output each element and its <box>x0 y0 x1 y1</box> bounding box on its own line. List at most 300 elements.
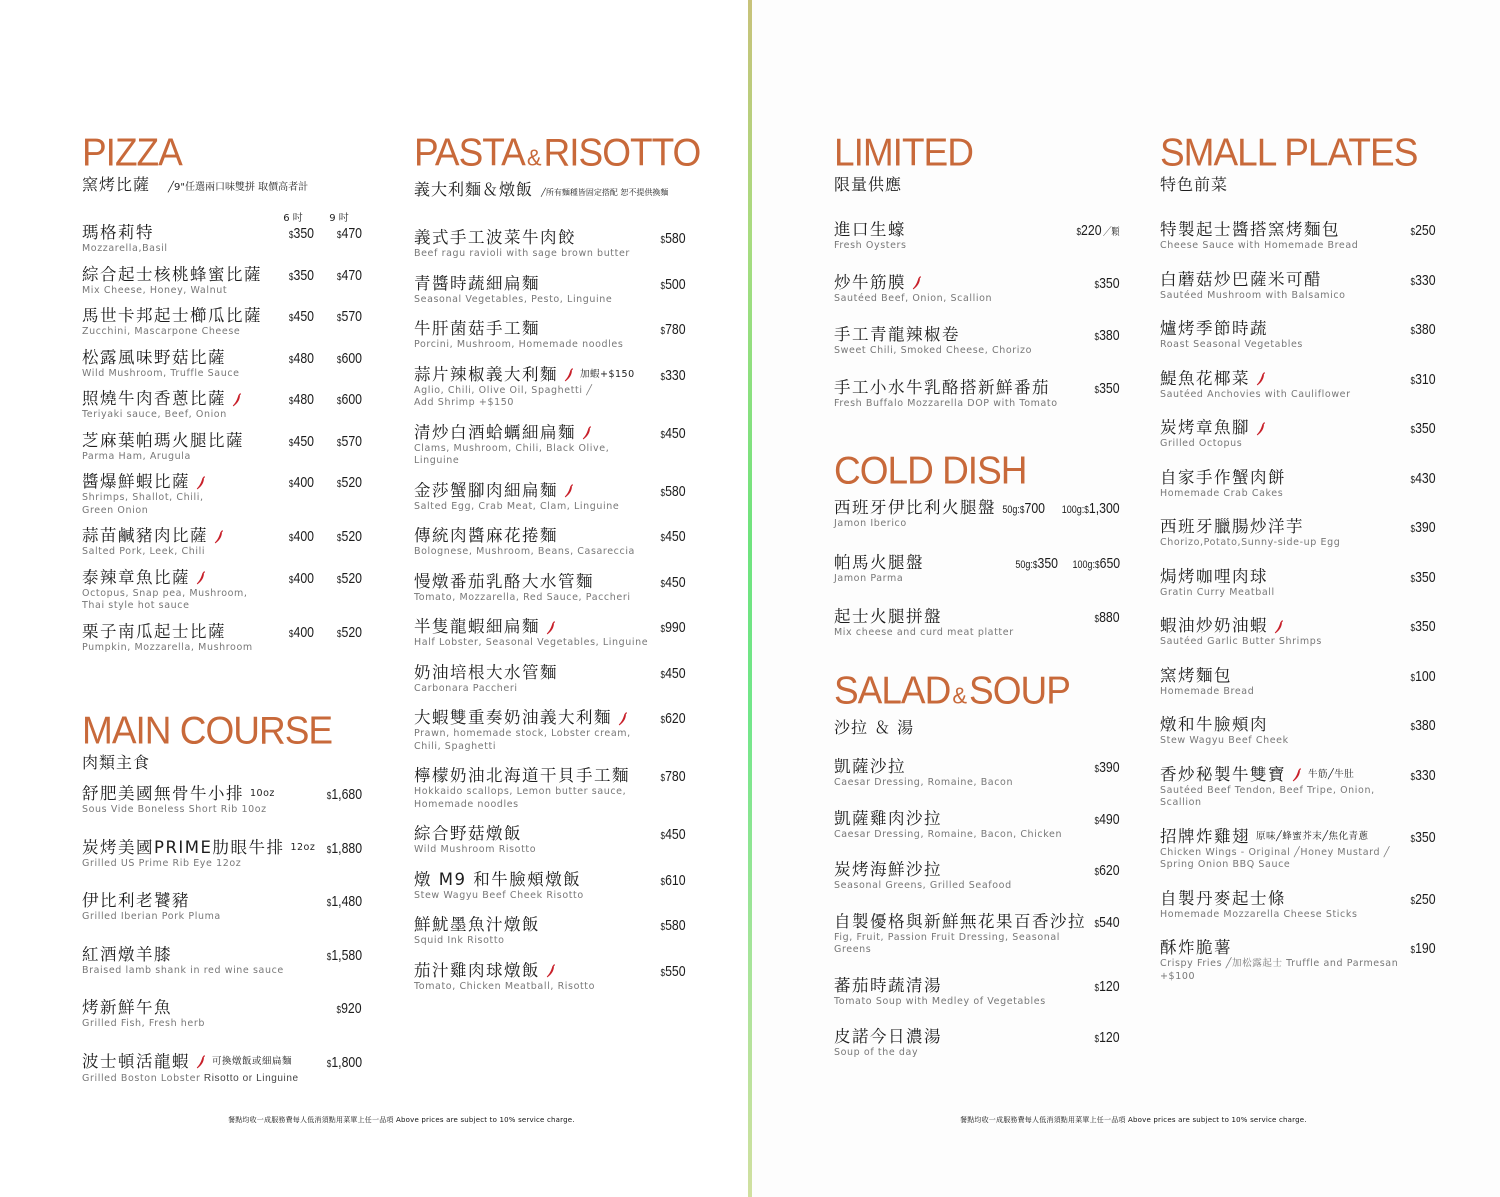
title-ampersand: & <box>952 682 968 709</box>
item-name-en: Seasonal Greens, Grilled Seafood <box>834 880 1012 891</box>
item-price: $350 <box>288 266 314 284</box>
price-portion-label: 50g: <box>1015 558 1033 571</box>
menu-item[interactable] <box>1160 319 1436 352</box>
menu-item[interactable] <box>82 891 362 924</box>
price-portion-label: 100g: <box>1062 504 1085 516</box>
menu-item[interactable] <box>414 617 686 650</box>
item-name-en: Bolognese, Mushroom, Beans, Casareccia <box>414 546 635 557</box>
chili-pepper-icon <box>1292 767 1302 782</box>
currency-symbol: $ <box>660 533 666 544</box>
item-name-zh: 慢燉番茄乳酪大水管麵 <box>414 571 594 591</box>
item-prices <box>1405 715 1436 738</box>
menu-item[interactable] <box>1160 220 1436 253</box>
currency-symbol: $ <box>336 271 342 283</box>
currency-symbol: $ <box>660 831 666 842</box>
menu-item[interactable] <box>834 1027 1120 1060</box>
menu-item[interactable] <box>834 498 1120 531</box>
menu-item[interactable] <box>834 553 1120 586</box>
item-prices <box>266 622 362 645</box>
item-price: $920 <box>336 1000 362 1017</box>
item-name-en: Roast Seasonal Vegetables <box>1160 339 1303 350</box>
subtitle-text: 特色前菜 <box>1160 175 1229 194</box>
menu-item[interactable] <box>414 870 686 903</box>
item-name-zh: 爐烤季節時蔬 <box>1160 319 1268 338</box>
currency-symbol: $ <box>1094 867 1100 878</box>
item-name-en: Aglio, Chili, Olive Oil, Spaghetti ╱ <box>414 384 593 396</box>
item-name-zh: 茄汁雞肉球燉飯 <box>414 961 655 981</box>
item-names <box>834 273 1089 306</box>
item-names <box>414 824 655 857</box>
chili-pepper-icon <box>196 1054 206 1069</box>
item-name-en: Sautéed Beef, Onion, Scallion <box>834 292 993 304</box>
currency-symbol: $ <box>1094 279 1100 291</box>
item-name-en: Stew Wagyu Beef Cheek Risotto <box>414 889 584 901</box>
menu-item[interactable] <box>1160 616 1436 649</box>
item-names <box>834 912 1089 957</box>
item-prices <box>1405 418 1436 441</box>
item-prices <box>1405 616 1436 639</box>
item-price: $250 <box>1410 890 1436 908</box>
item-prices <box>655 274 686 297</box>
item-name-note: 加蝦+$150 <box>580 368 635 380</box>
item-names <box>82 1052 319 1086</box>
currency-symbol: $ <box>660 371 666 383</box>
item-name-en-line2: Thai style hot sauce <box>82 600 190 611</box>
menu-item[interactable] <box>414 423 686 468</box>
item-names <box>834 860 1089 893</box>
menu-item[interactable] <box>414 915 686 948</box>
currency-symbol: $ <box>336 479 342 490</box>
item-name-zh: 炭烤海鮮沙拉 <box>834 860 942 879</box>
price-unit: ╱顆 <box>1103 227 1120 238</box>
item-prices <box>1089 809 1120 832</box>
item-name-en-line2: Green Onion <box>82 504 149 516</box>
title-part: SALAD <box>834 669 951 713</box>
item-name-zh: 特製起士醬搭窯烤麵包 <box>1160 220 1340 239</box>
menu-item[interactable] <box>82 838 362 871</box>
item-name-zh: 起士火腿拼盤 <box>834 607 942 626</box>
item-price: $450 <box>660 424 686 442</box>
item-name-zh: 烤新鮮午魚 <box>82 998 172 1017</box>
currency-symbol: $ <box>336 396 342 407</box>
item-names <box>1160 567 1405 600</box>
item-price: $1,680 <box>326 786 362 803</box>
menu-item[interactable] <box>82 431 362 464</box>
item-price: $120 <box>1094 977 1120 995</box>
item-prices <box>319 891 362 914</box>
item-price: $520 <box>336 623 362 641</box>
item-price: $600 <box>336 391 362 408</box>
currency-symbol: $ <box>1410 623 1416 634</box>
section-subtitle <box>1160 174 1436 196</box>
item-name-zh: 燉 M9 和牛臉頰燉飯 <box>414 869 582 889</box>
menu-item[interactable] <box>82 348 362 381</box>
item-names <box>82 568 266 613</box>
currency-symbol: $ <box>660 669 666 681</box>
item-prices <box>1002 553 1120 576</box>
item-prices <box>655 617 686 640</box>
menu-item[interactable] <box>834 378 1120 411</box>
currency-symbol: $ <box>1094 764 1100 775</box>
currency-symbol: $ <box>326 791 332 802</box>
menu-item[interactable] <box>834 912 1120 957</box>
item-name-note: 10oz <box>250 788 275 799</box>
price-portion-label: 100g: <box>1072 558 1095 571</box>
item-name-en: Homemade Crab Cakes <box>1160 487 1284 499</box>
item-name-en: Jamon Parma <box>834 572 904 584</box>
currency-symbol: $ <box>1410 425 1416 436</box>
chili-pepper-icon <box>564 367 574 382</box>
item-names <box>1160 319 1405 352</box>
item-name-en: Salted Egg, Crab Meat, Clam, Linguine <box>414 500 620 512</box>
currency-symbol: $ <box>1410 945 1416 956</box>
item-name-en: Sautéed Garlic Butter Shrimps <box>1160 636 1322 647</box>
item-name-zh: 綜合起士核桃蜂蜜比薩 <box>82 264 262 284</box>
item-price: $190 <box>1410 940 1436 957</box>
currency-symbol: $ <box>336 437 342 449</box>
item-prices <box>1405 468 1436 491</box>
size-header-6: 6 吋 <box>283 213 303 224</box>
section-salad-soup <box>834 668 1120 1060</box>
item-name-note: 12oz <box>290 841 316 853</box>
size-header-9: 9 吋 <box>329 213 349 224</box>
item-names <box>1160 616 1405 649</box>
item-prices <box>266 306 362 329</box>
menu-item[interactable] <box>834 757 1120 790</box>
item-prices <box>1405 938 1436 961</box>
item-name-en: Fresh Buffalo Mozzarella DOP with Tomato <box>834 397 1058 409</box>
menu-item[interactable] <box>414 526 686 559</box>
menu-item[interactable] <box>82 472 362 517</box>
menu-item[interactable] <box>834 607 1120 640</box>
menu-item[interactable] <box>1160 567 1436 600</box>
item-prices <box>1405 827 1436 850</box>
item-prices <box>1405 220 1436 243</box>
item-name-note: 牛筋╱牛肚 <box>1308 768 1355 780</box>
item-name-en: Pumpkin, Mozzarella, Mushroom <box>82 641 253 653</box>
section-title: SMALL PLATES <box>1160 131 1418 175</box>
item-price: $310 <box>1410 370 1436 388</box>
item-name-en: Sautéed Mushroom with Balsamico <box>1160 289 1346 301</box>
currency-symbol: $ <box>1410 326 1416 337</box>
item-names <box>414 274 655 307</box>
item-names <box>82 306 266 339</box>
item-prices <box>1089 757 1120 780</box>
item-name-zh: 清炒白酒蛤蠣細扁麵 <box>414 423 655 443</box>
item-name-zh: 凱薩沙拉 <box>834 757 906 776</box>
currency-symbol: $ <box>1094 614 1100 625</box>
menu-item[interactable] <box>82 265 362 298</box>
item-name-zh: 舒肥美國無骨牛小排 10oz <box>82 784 275 803</box>
currency-symbol: $ <box>1094 918 1100 930</box>
menu-item[interactable] <box>1160 270 1436 303</box>
currency-symbol: $ <box>326 1058 332 1070</box>
item-price: $600 <box>336 349 362 367</box>
menu-item[interactable] <box>834 860 1120 893</box>
chili-pepper-icon <box>546 620 556 635</box>
item-price: $350 <box>1094 274 1120 292</box>
currency-symbol: $ <box>1094 1034 1100 1045</box>
currency-symbol: $ <box>288 230 294 241</box>
currency-symbol: $ <box>660 235 666 246</box>
currency-symbol: $ <box>336 230 342 241</box>
item-prices <box>1089 325 1120 348</box>
item-name-en: Chorizo,Potato,Sunny-side-up Egg <box>1160 537 1341 548</box>
item-prices <box>655 228 686 251</box>
item-price: $580 <box>660 917 686 934</box>
menu-item[interactable] <box>414 961 686 994</box>
item-prices <box>319 1052 362 1075</box>
chili-pepper-icon <box>232 392 242 407</box>
chili-pepper-icon <box>214 529 224 544</box>
section-title: COLD DISH <box>834 449 1027 493</box>
currency-symbol: $ <box>326 898 332 909</box>
service-charge-note: 餐點均收一成服務費每人低消須點用菜單上任一品項 Above prices are subject to 10% service charge. <box>960 1116 1307 1124</box>
menu-item[interactable] <box>414 228 686 261</box>
item-price: $330 <box>1410 271 1436 289</box>
item-price: $550 <box>660 962 686 980</box>
item-name-zh: 瑪格莉特 <box>82 223 154 242</box>
item-names <box>82 998 331 1031</box>
currency-symbol: $ <box>336 533 342 544</box>
item-name-zh: 皮諾今日濃湯 <box>834 1027 942 1046</box>
currency-symbol: $ <box>336 313 342 324</box>
currency-symbol: $ <box>288 313 294 324</box>
menu-item[interactable] <box>1160 517 1436 550</box>
item-price: $400 <box>288 623 314 641</box>
section-subtitle <box>82 174 362 199</box>
menu-item[interactable] <box>1160 765 1436 810</box>
item-name-zh: 蝦油炒奶油蝦 <box>1160 616 1405 636</box>
item-name-en: Hokkaido scallops, Lemon butter sauce, <box>414 786 627 797</box>
size-headers <box>82 209 362 223</box>
item-name-zh: 伊比利老饕豬 <box>82 891 190 910</box>
item-price: $350 <box>1410 618 1436 635</box>
menu-item[interactable] <box>414 708 686 753</box>
item-prices <box>319 945 362 968</box>
section-note: ╱所有麵種皆固定搭配 恕不提供換麵 <box>541 188 669 197</box>
item-names <box>82 472 266 517</box>
item-names <box>82 622 266 655</box>
item-price: $990 <box>660 619 686 636</box>
item-prices <box>1089 378 1120 401</box>
item-price: $400 <box>288 528 314 545</box>
menu-item[interactable] <box>1160 666 1436 699</box>
item-prices <box>655 766 686 789</box>
menu-item[interactable] <box>82 568 362 613</box>
section-small-plates <box>1160 130 1436 983</box>
item-price: $480 <box>288 349 314 367</box>
menu-item[interactable] <box>82 389 362 422</box>
menu-item[interactable] <box>82 1052 362 1086</box>
currency-symbol: $ <box>660 326 666 337</box>
item-name-en: Grilled Octopus <box>1160 438 1243 449</box>
item-name-zh: 酥炸脆薯 <box>1160 938 1232 957</box>
item-price: $380 <box>1410 717 1436 734</box>
menu-item[interactable] <box>82 223 362 256</box>
menu-item[interactable] <box>1160 418 1436 451</box>
item-name-zh: 牛肝菌菇手工麵 <box>414 319 540 338</box>
item-name-en: Jamon Iberico <box>834 518 907 529</box>
item-name-en: Chicken Wings - Original ╱Honey Mustard ╱ <box>1160 846 1391 858</box>
price-portion-label: 50g: <box>1002 504 1021 516</box>
column-pizza-main <box>82 130 362 1084</box>
item-price: $470 <box>336 225 362 242</box>
item-price: $380 <box>1094 327 1120 344</box>
item-names <box>82 389 266 422</box>
menu-item[interactable] <box>414 663 686 696</box>
item-names <box>414 572 655 605</box>
item-prices <box>655 824 686 847</box>
section-subtitle <box>834 174 1120 196</box>
currency-symbol: $ <box>336 574 342 586</box>
section-subtitle <box>834 717 1120 739</box>
item-price: $400 <box>288 569 314 587</box>
menu-item[interactable] <box>1160 827 1436 872</box>
menu-item[interactable] <box>82 306 362 339</box>
column-small-plates <box>1160 130 1436 983</box>
item-name-en: Prawn, homemade stock, Lobster cream, <box>414 728 631 739</box>
item-name-zh: 窯烤麵包 <box>1160 665 1232 685</box>
menu-item[interactable] <box>414 365 686 410</box>
item-price: $610 <box>660 871 686 889</box>
item-name-zh: 手工青龍辣椒卷 <box>834 325 960 344</box>
item-name-zh: 傳統肉醬麻花捲麵 <box>414 526 558 545</box>
chili-pepper-icon <box>564 483 574 498</box>
menu-item[interactable] <box>414 572 686 605</box>
item-prices <box>655 365 686 388</box>
menu-item[interactable] <box>414 274 686 307</box>
item-name-zh: 招牌炸雞翅 原味╱蜂蜜芥末╱焦化青蔥 <box>1160 826 1369 846</box>
item-price: $450 <box>288 432 314 450</box>
menu-item[interactable] <box>414 766 686 811</box>
menu-item[interactable] <box>834 976 1120 1009</box>
item-price: $570 <box>336 432 362 450</box>
item-names <box>1160 827 1405 872</box>
item-name-en: Sous Vide Boneless Short Rib 10oz <box>82 804 267 815</box>
menu-item[interactable] <box>1160 468 1436 501</box>
currency-symbol: $ <box>1410 833 1416 845</box>
item-name-en: Grilled Iberian Pork Pluma <box>82 911 221 922</box>
item-name-zh: 金莎蟹腳肉細扁麵 <box>414 481 655 501</box>
item-name-zh: 進口生蠔 <box>834 220 906 239</box>
menu-item[interactable] <box>414 481 686 514</box>
item-prices <box>655 870 686 893</box>
title-part: PASTA <box>414 131 525 175</box>
menu-item[interactable] <box>82 998 362 1031</box>
menu-item[interactable] <box>1160 715 1436 748</box>
item-names <box>1160 715 1405 748</box>
menu-item[interactable] <box>1160 889 1436 922</box>
item-price: $350 <box>288 225 314 242</box>
currency-symbol: $ <box>288 437 294 449</box>
currency-symbol: $ <box>1084 505 1090 516</box>
currency-symbol: $ <box>660 876 666 888</box>
item-names <box>414 870 655 903</box>
item-price: $450 <box>660 528 686 545</box>
main-course-list <box>82 784 362 1085</box>
title-part: SOUP <box>969 669 1070 713</box>
item-name-en: Grilled US Prime Rib Eye 12oz <box>82 857 242 869</box>
item-prices <box>655 319 686 342</box>
item-note-en: Risotto or Linguine <box>200 1072 299 1084</box>
item-name-zh: 炭烤美國PRIME肋眼牛排 12oz <box>82 837 316 857</box>
menu-item[interactable] <box>414 319 686 352</box>
menu-item[interactable] <box>1160 938 1436 983</box>
item-price: $480 <box>288 391 314 408</box>
currency-symbol: $ <box>1410 474 1416 486</box>
item-names <box>834 1027 1089 1060</box>
item-names <box>834 757 1089 790</box>
item-price: $620 <box>1094 862 1120 879</box>
subtitle-text: 義大利麵＆燉飯 <box>414 180 534 199</box>
item-names <box>82 891 319 924</box>
item-names <box>1160 765 1405 810</box>
chili-pepper-icon <box>582 425 592 440</box>
item-price: 50g:$700 <box>1002 500 1046 517</box>
menu-item[interactable] <box>834 809 1120 842</box>
item-name-en: Cheese Sauce with Homemade Bread <box>1160 240 1359 251</box>
item-name-en: Homemade Mozzarella Cheese Sticks <box>1160 908 1358 920</box>
menu-item[interactable] <box>834 273 1120 306</box>
item-name-en: Stew Wagyu Beef Cheek <box>1160 735 1289 746</box>
menu-item[interactable] <box>82 526 362 559</box>
menu-item[interactable] <box>834 325 1120 358</box>
item-name-en: Parma Ham, Arugula <box>82 450 191 462</box>
chili-pepper-icon <box>196 475 206 490</box>
item-name-zh: 自製丹麥起士條 <box>1160 888 1286 908</box>
item-prices <box>655 526 686 549</box>
item-names <box>1160 938 1405 983</box>
currency-symbol: $ <box>1032 559 1038 571</box>
item-prices <box>1089 273 1120 296</box>
item-price: $470 <box>336 266 362 284</box>
item-price: $350 <box>1410 420 1436 437</box>
item-prices <box>1405 666 1436 689</box>
item-prices <box>655 915 686 938</box>
item-price: $390 <box>1094 759 1120 776</box>
item-price: $390 <box>1410 519 1436 536</box>
item-name-note: 可換燉飯或細扁麵 <box>212 1055 293 1067</box>
menu-item[interactable] <box>414 824 686 857</box>
item-names <box>1160 468 1405 501</box>
item-price: $120 <box>1094 1029 1120 1046</box>
item-name-en: Mozzarella,Basil <box>82 243 168 254</box>
item-names <box>1160 369 1405 402</box>
item-name-en: Gratin Curry Meatball <box>1160 586 1275 598</box>
item-name-zh: 半隻龍蝦細扁麵 <box>414 617 655 637</box>
menu-item[interactable] <box>82 784 362 817</box>
section-pizza <box>82 130 362 654</box>
item-name-en: Caesar Dressing, Romaine, Bacon, Chicken <box>834 828 1063 840</box>
menu-item[interactable] <box>1160 369 1436 402</box>
menu-item[interactable] <box>82 945 362 978</box>
item-name-en: Braised lamb shank in red wine sauce <box>82 964 284 976</box>
item-prices <box>1405 319 1436 342</box>
item-prices <box>1405 270 1436 293</box>
item-prices <box>266 526 362 549</box>
item-price: $380 <box>1410 321 1436 338</box>
menu-item[interactable] <box>834 220 1120 253</box>
menu-item[interactable] <box>82 622 362 655</box>
item-name-en: Tomato Soup with Medley of Vegetables <box>834 995 1046 1007</box>
item-price: $1,480 <box>326 893 362 910</box>
item-prices <box>1089 860 1120 883</box>
item-names <box>414 708 655 753</box>
item-prices <box>266 431 362 454</box>
item-name-zh: 香炒秘製牛雙寶 牛筋╱牛肚 <box>1160 764 1355 784</box>
item-name-en: Porcini, Mushroom, Homemade noodles <box>414 339 624 350</box>
